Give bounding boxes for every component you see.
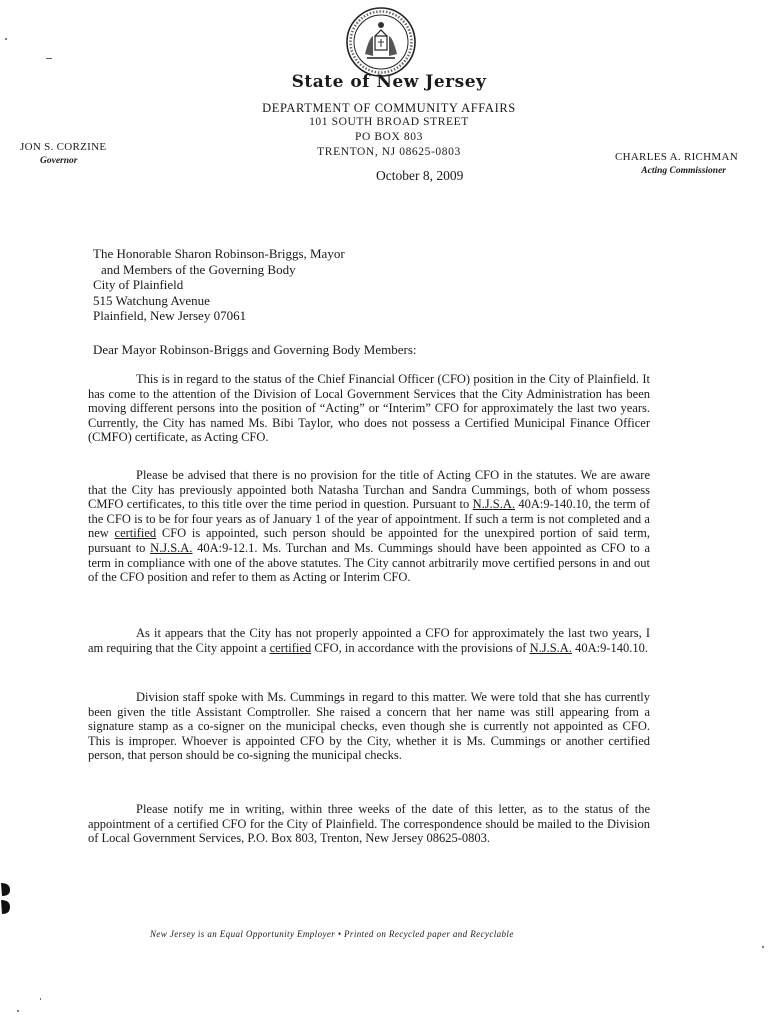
letter-date: October 8, 2009	[376, 168, 464, 183]
scan-speck	[5, 38, 7, 40]
body-paragraph-2	[88, 468, 650, 585]
body-paragraph-3	[88, 626, 650, 655]
body-paragraph-5: Please notify me in writing, within three weeks of the date of this letter, as to the status of the appointment of a certified CFO for the City of Plainfield. The correspondence should be mailed to the Division of Local Government Services, P.O. Box 803, Trenton, New Jersey 08625-0803.	[88, 802, 650, 846]
letterhead-street: 101 SOUTH BROAD STREET	[309, 116, 469, 128]
recipient-line: and Members of the Governing Body	[101, 261, 296, 277]
statute-reference: N.J.S.A.	[472, 497, 516, 512]
certified-emphasis: certified	[269, 640, 312, 655]
footer-note: New Jersey is an Equal Opportunity Employer • Printed on Recycled paper and Recyclable	[150, 929, 514, 939]
paragraph-text: 40A:9-140.10, the term of the CFO is to be for four years as of January 1 of the year of appointment. If such a term is not completed and a new	[88, 497, 650, 541]
body-paragraph-4: Division staff spoke with Ms. Cummings in regard to this matter. We were told that she has currently been given the title Assistant Comptroller. She raised a concern that her name was still appearing from a signature stamp as a co-signer on the municipal checks, even though she is currently not appointed as CFO. This is improper. Whoever is appointed CFO by the City, whether it is Ms. Cummings or another certified person, that person should be co-signing the municipal checks.	[88, 690, 650, 763]
paragraph-text: CFO, in accordance with the provisions of	[311, 640, 530, 655]
recipient-line: Plainfield, New Jersey 07061	[93, 308, 247, 323]
scan-speck	[762, 946, 764, 948]
certified-emphasis: certified	[114, 526, 157, 541]
recipient-line: The Honorable Sharon Robinson-Briggs, Mayor	[93, 246, 345, 261]
letterhead-po-box: PO BOX 803	[355, 131, 423, 143]
state-seal-logo	[345, 6, 417, 78]
statute-reference: N.J.S.A.	[150, 540, 193, 555]
statute-reference: N.J.S.A.	[529, 640, 572, 655]
letterhead-department: DEPARTMENT OF COMMUNITY AFFAIRS	[262, 101, 516, 115]
recipient-line: 515 Watchung Avenue	[93, 292, 210, 308]
paragraph-text: 40A:9-12.1. Ms. Turchan and Ms. Cummings should have been appointed as CFO to a term in compliance with one of the above statutes. The City cannot arbitrarily move certified persons in and out of the CFO position and refer to them as Acting or Interim CFO.	[88, 540, 650, 585]
recycled-mark-icon	[0, 880, 12, 918]
letterhead-city: TRENTON, NJ 08625-0803	[317, 146, 461, 158]
paragraph-text: CFO is appointed, such person should be appointed for the unexpired portion of said term, pursuant to	[88, 526, 650, 555]
body-paragraph-1: This is in regard to the status of the Chief Financial Officer (CFO) position in the City of Plainfield. It has come to the attention of the Division of Local Government Services that the City Administration has been moving different persons into the position of “Acting” or “Interim” CFO for approximately the last two years. Currently, the City has named Ms. Bibi Taylor, who does not possess a Certified Municipal Finance Officer (CMFO) certificate, as Acting CFO.	[88, 372, 650, 445]
paragraph-text: As it appears that the City has not properly appointed a CFO for approximately the last two years, I am requiring that the City appoint a	[88, 626, 650, 655]
scan-speck	[17, 1010, 19, 1012]
paragraph-text: Please be advised that there is no provision for the title of Acting CFO in the statutes. We are aware that the City has previously appointed both Natasha Turchan and Sandra Cummings, both of whom possess CMFO certificates, to this title over the time period in question. Pursuant to	[88, 468, 650, 512]
governor-title: Governor	[40, 156, 78, 166]
salutation: Dear Mayor Robinson-Briggs and Governing Body Members:	[93, 342, 417, 357]
scan-speck	[46, 58, 52, 59]
scan-speck	[40, 998, 41, 1000]
recipient-line: City of Plainfield	[93, 277, 184, 292]
governor-name: JON S. CORZINE	[20, 141, 107, 153]
paragraph-text: 40A:9-140.10.	[571, 640, 648, 655]
recipient-address	[93, 246, 345, 324]
letterhead-title: State of New Jersey	[291, 72, 487, 92]
commissioner-name: CHARLES A. RICHMAN	[614, 151, 738, 163]
commissioner-title: Acting Commissioner	[641, 166, 726, 176]
